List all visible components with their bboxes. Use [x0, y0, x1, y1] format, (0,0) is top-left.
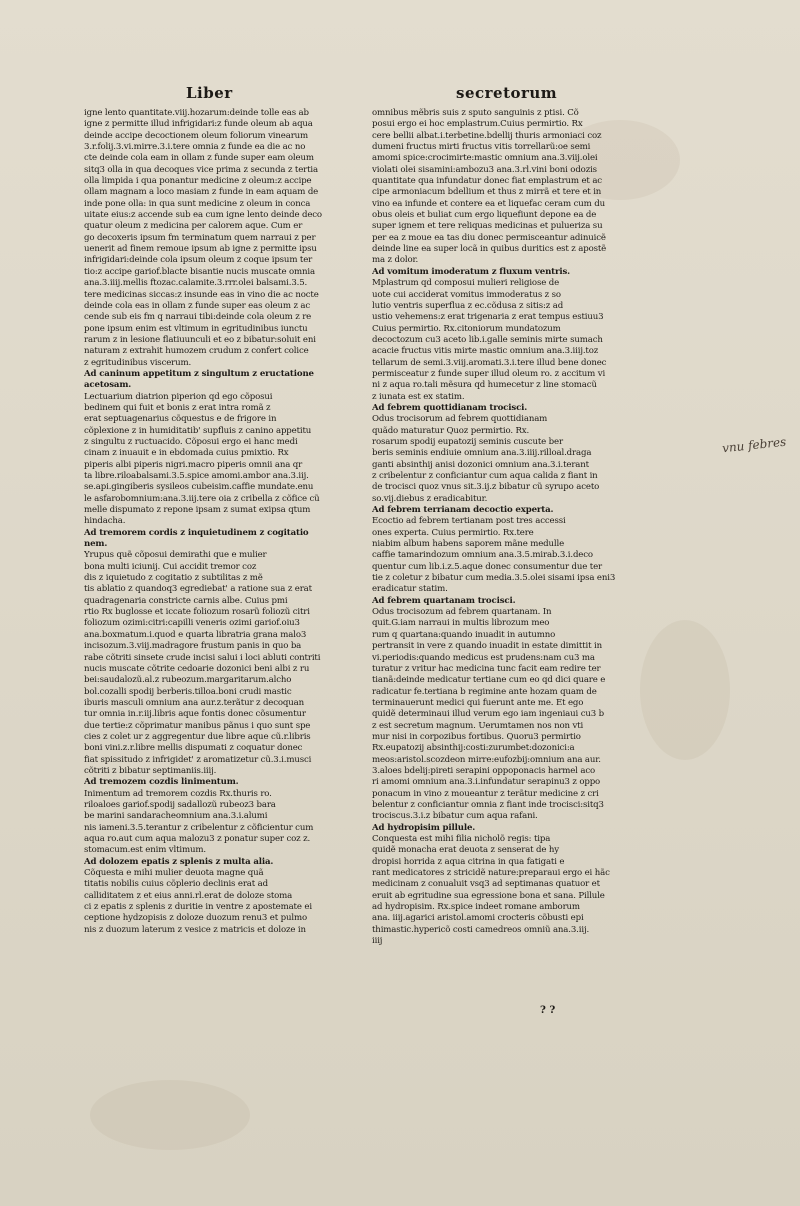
text-line: foliozum ozimi:citri:capilli veneris ozimi gariof.oiu3	[84, 618, 300, 629]
text-line: Ad vomitum imoderatum z fluxum ventris.	[372, 266, 571, 277]
text-line: Ad dolozem epatis z splenis z multa alia.	[84, 856, 274, 867]
text-line: rabe cõtriti sinsete crude incisi salui i loci abluti contriti	[84, 652, 321, 663]
text-line: amomi spice:crocimirte:mastic omnium ana.3.viij.olei	[372, 153, 598, 164]
text-line: rarum z in lesione flatiuunculi et eo z bibatur:soluit eni	[84, 334, 316, 345]
text-line: due tertie:z cõprimatur manibus pãnus i quo sunt spe	[84, 720, 311, 731]
text-line: super ignem et tere reliquas medicinas et pulueriza su	[372, 221, 603, 232]
text-line: ceptione hydzopisis z doloze duozum renu3 et pulmo	[84, 913, 307, 924]
text-line: quadragenaria constricte carnis albe. Cuius pmi	[84, 595, 288, 606]
text-line: tur omnia in.r.iij.libris aque fontis donec cõsumentur	[84, 709, 306, 720]
text-line: erat septuagenarius cõquestus e de frigore in	[84, 414, 277, 425]
running-header-left: Liber	[186, 84, 233, 102]
text-line: be marini sandaracheomnium ana.3.i.alumi	[84, 811, 268, 822]
text-line: ana. iiij.agarici aristol.amomi crocteris cõbusti epi	[372, 913, 584, 924]
text-line: lutio ventris superflua z ec.cõdusa z sitis:z ad	[372, 300, 564, 311]
text-line: rant medicatores z stricidẽ nature:preparaui ergo ei hãc	[372, 868, 610, 879]
text-line: igne z permitte illud infrigidari:z funde oleum ab aqua	[84, 119, 313, 130]
text-line: Mplastrum qd composui mulieri religiose de	[372, 278, 560, 289]
text-line: cies z colet ur z aggregentur due libre aque cũ.r.libris	[84, 731, 311, 742]
text-line: violati olei sisamini:ambozu3 ana.3.rl.vini boni odozis	[372, 164, 597, 175]
right-text-column	[372, 108, 622, 947]
text-line: igne lento quantitate.viij.hozarum:deinde tolle eas ab	[84, 108, 309, 118]
text-line: tianã:deinde medicatur tertiane cum eo qd dici quare e	[372, 675, 606, 686]
text-line: per ea z moue ea tas diu donec permisceantur adinuicẽ	[372, 232, 606, 243]
text-line: nis iameni.3.5.terantur z cribelentur z cõficientur cum	[84, 822, 314, 833]
text-line: uitate eius:z accende sub ea cum igne lento deinde deco	[84, 210, 322, 221]
text-line: aqua ro.aut cum aqua malozu3 z ponatur super coz z.	[84, 834, 311, 844]
text-line: ustio vehemens:z erat trigenaria z erat tempus estiuu3	[372, 312, 604, 323]
text-line: ni z aqua ro.tali mẽsura qd humecetur z line stomacũ	[372, 380, 597, 391]
text-line: 3.r.folij.3.vi.mirre.3.i.tere omnia z funde ea die ac no	[84, 142, 306, 153]
text-line: infrigidari:deinde cola ipsum oleum z coque ipsum ter	[84, 255, 313, 266]
text-line: niabim album habens saporem mãne medulle	[372, 539, 565, 550]
text-line: tie z coletur z bibatur cum media.3.5.olei sisami ipsa eni3	[372, 573, 616, 584]
text-line: boni vini.z.r.libre mellis dispumati z coquatur donec	[84, 743, 303, 754]
text-line: z cribelentur z conficiantur cum aqua calida z fiant in	[372, 471, 598, 481]
text-line: Conquesta est mihi filia nicholõ regis: tipa	[372, 834, 551, 844]
text-line: cinam z inuauit e in ebdomada cuius pmixtio. Rx	[84, 448, 289, 459]
text-line: caffie tamarindozum omnium ana.3.5.mirab.3.i.deco	[372, 550, 593, 561]
text-line: ad hydropisim. Rx.spice indeet romane amborum	[372, 902, 580, 913]
text-line: Inimentum ad tremorem cozdis Rx.thuris ro.	[84, 788, 272, 799]
text-line: cõplexione z in humiditatib' supfluis z canino appetitu	[84, 425, 312, 436]
text-line: z singultu z ructuacido. Cõposui ergo ei hanc medi	[84, 436, 298, 447]
text-line: uenerit ad finem remoue ipsum ab igne z permitte ipsu	[84, 244, 317, 255]
handwritten-margin-note: vnu febres	[721, 434, 787, 456]
text-line: tere medicinas siccas:z insunde eas in vino die ac nocte	[84, 289, 319, 300]
text-line: thimastic.hypericõ costi camedreos omniũ ana.3.iij.	[372, 924, 590, 935]
text-line: pertransit in vere z quando inuadit in estate dimittit in	[372, 641, 602, 652]
text-line: quidẽ monacha erat deuota z senserat de hy	[372, 845, 560, 856]
text-line: cte deinde cola eam in ollam z funde super eam oleum	[84, 153, 314, 164]
text-line: bona multi iciunij. Cui accidit tremor coz	[84, 561, 257, 572]
text-line: hindacha.	[84, 516, 126, 527]
text-line: ponacum in vino z moueantur z terãtur medicine z cri	[372, 788, 599, 799]
text-line: quidẽ determinaui illud verum ego iam ingeniaui cu3 b	[372, 709, 605, 720]
text-line: de trocisci quoz vnus sit.3.ij.z bibatur cũ syrupo aceto	[372, 482, 600, 493]
left-text-column	[84, 108, 322, 936]
text-line: ci z epatis z splenis z duritie in ventre z apostemate ei	[84, 902, 312, 913]
text-line: riloaloes gariof.spodij sadallozũ rubeoz3 bara	[84, 799, 276, 810]
text-line: medicinam z conualuit vsq3 ad septimanas quatuor et	[372, 879, 600, 890]
text-line: uote cui acciderat vomitus immoderatus z so	[372, 289, 561, 300]
text-line: cere bellii albat.i.terbetine.bdellij thuris armoniaci coz	[372, 130, 602, 141]
text-line: dropisi horrida z aqua citrina in qua fatigati e	[372, 856, 565, 867]
text-line: z iunata est ex statim.	[372, 391, 465, 402]
text-line: quantitate qua infundatur donec fiat emplastrum et ac	[372, 176, 602, 187]
text-line: ri amomi omnium ana.3.i.infundatur serapinu3 z oppo	[372, 777, 601, 788]
text-line: Lectuarium diatrion piperion qd ego cõposui	[84, 391, 273, 402]
text-line: calliditatem z et eius anni.rl.erat de doloze stoma	[84, 890, 293, 901]
text-line: z est secretum magnum. Uerumtamen nos non vti	[372, 720, 584, 731]
text-line: bedinem qui fuit et bonis z erat intra romã z	[84, 402, 271, 413]
text-line: olla limpida i qua ponantur medicine z oleum:z accipe	[84, 176, 312, 187]
text-line: titatis nobilis cuius cõplerio declinis erat ad	[84, 879, 268, 890]
text-line: vi.periodis:quando medicus est prudens:nam cu3 ma	[372, 652, 595, 663]
text-line: posui ergo ei hoc emplastrum.Cuius permirtio. Rx	[372, 119, 583, 130]
text-line: quãdo maturatur Quoz permirtio. Rx.	[372, 425, 530, 436]
text-line: decoctozum cu3 aceto lib.i.galle seminis mirte sumach	[372, 334, 603, 345]
text-line: nis z duozum laterum z vesice z matricis et doloze in	[84, 924, 306, 935]
text-line: turatur z vritur hac medicina tunc facit eam redire ter	[372, 663, 601, 674]
text-line: tellarum de semi.3.viij.aromati.3.i.tere illud bene donec	[372, 357, 607, 368]
text-line: Ad tremozem cozdis linimentum.	[84, 777, 239, 788]
text-line: deinde line ea super locã in quibus duritics est z apostẽ	[372, 244, 607, 255]
paper-stain	[640, 620, 730, 760]
text-line: trociscus.3.i.z bibatur cum aqua rafani.	[372, 811, 538, 822]
text-line: ones experta. Cuius permirtio. Rx.tere	[372, 527, 534, 538]
text-line: terminauerunt medici qui fuerunt ante me. Et ego	[372, 697, 584, 708]
text-line: Odus trocisorum ad febrem quottidianam	[372, 414, 548, 425]
text-line: fiat spissitudo z infrigidet' z aromatizetur cũ.3.i.musci	[84, 754, 312, 765]
text-line: le asfarobomnium:ana.3.iij.tere oia z cribella z cõfice cũ	[84, 493, 320, 504]
text-line: permisceatur z funde super illud oleum ro. z accitum vi	[372, 368, 606, 379]
text-line: acetosam.	[84, 380, 132, 391]
text-line: dumeni fructus mirti fructus vitis torrellarũ:oe semi	[372, 142, 591, 153]
text-line: rum q quartana:quando inuadit in autumno	[372, 629, 556, 640]
text-line: Ad febrem quottidianam trocisci.	[372, 402, 528, 413]
text-line: ana.boxmatum.i.quod e quarta libratria grana malo3	[84, 629, 307, 640]
text-line: omnibus mẽbris suis z sputo sanguinis z ptisi. Cõ	[372, 108, 579, 118]
text-line: vino ea infunde et contere ea et liquefac ceram cum du	[372, 198, 605, 209]
text-line: eradicatur statim.	[372, 584, 448, 595]
text-line: incisozum.3.viij.madragore frustum panis in quo ba	[84, 641, 302, 652]
text-line: Odus trocisozum ad febrem quartanam. In	[372, 607, 552, 618]
text-line: mur nisi in corpozibus fortibus. Quoru3 permirtio	[372, 731, 581, 742]
text-line: tis ablatio z quandoq3 egrediebat' a ratione sua z erat	[84, 584, 312, 595]
text-line: ganti absinthij anisi dozonici omnium ana.3.i.terant	[372, 459, 589, 470]
paper-stain	[90, 1080, 250, 1150]
signature-mark: ? ?	[540, 1005, 556, 1016]
text-line: go decoxeris ipsum fm terminatum quem narraui z per	[84, 232, 316, 243]
text-line: rosarum spodij eupatozij seminis cuscute ber	[372, 436, 563, 447]
text-line: deinde cola eas in ollam z funde super eas oleum z ac	[84, 300, 311, 311]
text-line: piperis albi piperis nigri.macro piperis omnii ana qr	[84, 459, 303, 470]
text-line: sitq3 olla in qua decoques vice prima z secunda z tertia	[84, 164, 319, 175]
text-line: melle dispumato z repone ipsam z sumat exipsa qtum	[84, 505, 311, 516]
text-line: cende sub eis fm q narraui tibi:deinde cola oleum z re	[84, 312, 312, 323]
text-line: quit.G.iam narraui in multis librozum meo	[372, 618, 550, 629]
text-line: meos:aristol.scozdeon mirre:eufozbij:omnium ana aur.	[372, 754, 601, 765]
text-line: pone ipsum enim est vltimum in egritudinibus iunctu	[84, 323, 308, 334]
text-line: Yrupus quẽ cõposui demirathi que e mulier	[84, 550, 267, 561]
text-line: Ad tremorem cordis z inquietudinem z cogitatio	[84, 527, 309, 538]
text-line: Ad febrem terrianam decoctio experta.	[372, 505, 554, 516]
text-line: deinde accipe decoctionem oleum foliorum vinearum	[84, 130, 309, 141]
text-line: bol.cozalli spodij berberis.tilloa.boni crudi mastic	[84, 686, 292, 697]
text-line: naturam z extrahit humozem crudum z confert colice	[84, 346, 309, 357]
text-line: iiij	[372, 936, 383, 947]
text-line: 3.aloes bdelij:pireti serapini oppoponacis harmel aco	[372, 765, 596, 776]
text-line: nem.	[84, 539, 108, 550]
text-line: ana.3.iiij.mellis ftozac.calamite.3.rrr.olei balsami.3.5.	[84, 278, 308, 289]
text-line: ollam magnam a loco masiam z funde in eam aquam de	[84, 187, 319, 198]
text-line: stomacum.est enim vltimum.	[84, 845, 206, 856]
text-line: Ad febrem quartanam trocisci.	[372, 595, 516, 606]
text-line: Cõquesta e mihi mulier deuota magne quã	[84, 868, 264, 879]
text-line: tio:z accipe gariof.blacte bisantie nucis muscate omnia	[84, 266, 315, 277]
text-line: z egritudinibus viscerum.	[84, 357, 192, 368]
text-line: Ecoctio ad febrem tertianam post tres accessi	[372, 516, 566, 527]
text-line: rtio Rx buglosse et iccate foliozum rosarũ foliozũ citri	[84, 607, 310, 618]
running-header-right: secretorum	[456, 84, 558, 102]
text-line: acacie fructus vitis mirte mastic omnium ana.3.iiij.toz	[372, 346, 599, 357]
text-line: bei:saudalozũ.al.z rubeozum.margaritarum.alcho	[84, 675, 292, 686]
text-line: quatur oleum z medicina per calorem aque. Cum er	[84, 221, 303, 232]
text-line: quentur cum lib.i.z.5.aque donec consumentur due ter	[372, 561, 602, 572]
text-line: inde pone olla: in qua sunt medicine z oleum in conca	[84, 198, 311, 209]
text-line: obus oleis et buliat cum ergo liquefiunt depone ea de	[372, 210, 597, 221]
text-line: ta libre.riloabalsami.3.5.spice amomi.ambor ana.3.iij.	[84, 471, 309, 481]
text-line: belentur z conficiantur omnia z fiant inde trocisci:sitq3	[372, 799, 604, 810]
text-line: beris seminis endiuie omnium ana.3.iiij.rilloal.draga	[372, 448, 592, 459]
text-line: eruit ab egritudine sua egressione bona et sana. Pillule	[372, 890, 605, 901]
text-line: Rx.eupatozij absinthij:costi:zurumbet:dozonici:a	[372, 743, 575, 754]
text-line: Cuius permirtio. Rx.citoniorum mundatozum	[372, 323, 561, 334]
text-line: Ad hydropisim pillule.	[372, 822, 476, 833]
text-line: se.api.gingiberis sysileos cubeisim.caffie mundate.enu	[84, 482, 314, 493]
text-line: dis z iquietudo z cogitatio z subtilitas z mẽ	[84, 573, 263, 584]
text-line: cõtriti z bibatur septimaniis.iiij.	[84, 765, 217, 776]
text-line: so.vij.diebus z eradicabitur.	[372, 493, 488, 504]
text-line: ma z dolor.	[372, 255, 419, 266]
text-line: radicatur fe.tertiana b regimine ante hozam quam de	[372, 686, 597, 697]
text-line: nucis muscate cõtrite cedoarie dozonici beni albi z ru	[84, 663, 310, 674]
text-line: cipe armoniacum bdellium et thus z mirrã et tere et in	[372, 187, 602, 198]
text-line: iburis masculi omnium ana aur.z.terãtur z decoquan	[84, 697, 305, 708]
text-line: Ad caninum appetitum z singultum z eructatione	[84, 368, 314, 379]
